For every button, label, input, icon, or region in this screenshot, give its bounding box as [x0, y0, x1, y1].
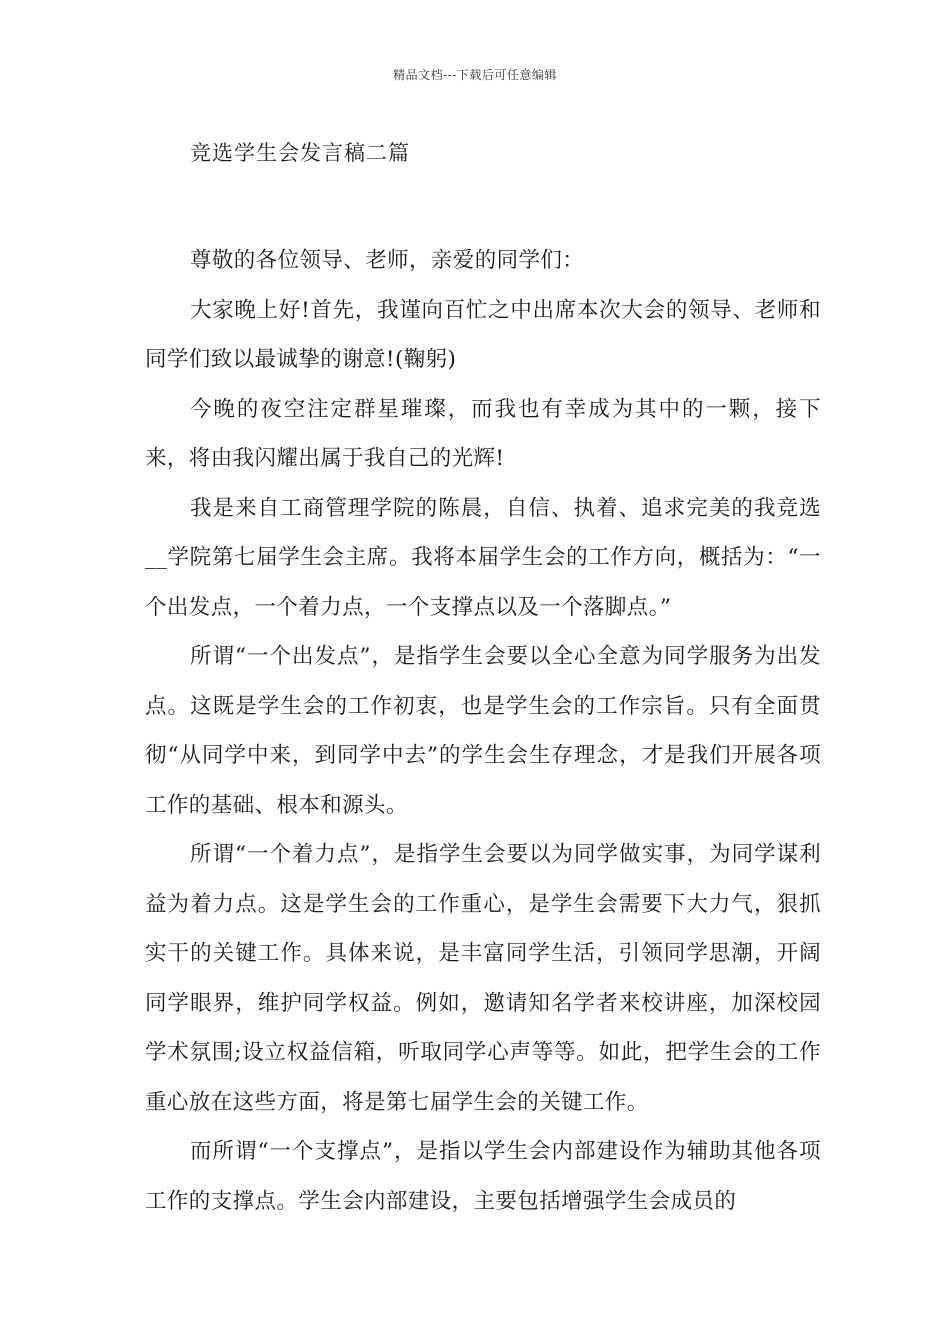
paragraph: 大家晚上好!首先，我谨向百忙之中出席本次大会的领导、老师和同学们致以最诚挚的谢意!(鞠躬) [145, 297, 821, 372]
page-header: 精品文档---下载后可任意编辑 [393, 68, 557, 82]
paragraph: 所谓“一个出发点”，是指学生会要以全心全意为同学服务为出发点。这既是学生会的工作初衷，也是学生会的工作宗旨。只有全面贯彻“从同学中来，到同学中去”的学生会生存理念，才是我们开展各项工作的基础、根本和源头。 [145, 644, 821, 818]
document-body [145, 236, 821, 1226]
document-title: 竞选学生会发言稿二篇 [190, 141, 410, 165]
paragraph: 而所谓“一个支撑点”，是指以学生会内部建设作为辅助其他各项工作的支撑点。学生会内部建设，主要包括增强学生会成员的 [145, 1139, 821, 1214]
paragraph-greeting: 尊敬的各位领导、老师，亲爱的同学们： [190, 248, 585, 273]
paragraph: 今晚的夜空注定群星璀璨，而我也有幸成为其中的一颗，接下来，将由我闪耀出属于我自己的光辉! [145, 396, 821, 471]
paragraph: 所谓“一个着力点”，是指学生会要以为同学做实事，为同学谋利益为着力点。这是学生会的工作重心，是学生会需要下大力气，狠抓实干的关键工作。具体来说，是丰富同学生活，引领同学思潮，开阔同学眼界，维护同学权益。例如，邀请知名学者来校讲座，加深校园学术氛围;设立权益信箱，听取同学心声等等。如此，把学生会的工作重心放在这些方面，将是第七届学生会的关键工作。 [145, 842, 821, 1115]
paragraph: 我是来自工商管理学院的陈晨，自信、执着、追求完美的我竞选__学院第七届学生会主席。我将本届学生会的工作方向，概括为：“一个出发点，一个着力点，一个支撑点以及一个落脚点。” [145, 495, 821, 620]
